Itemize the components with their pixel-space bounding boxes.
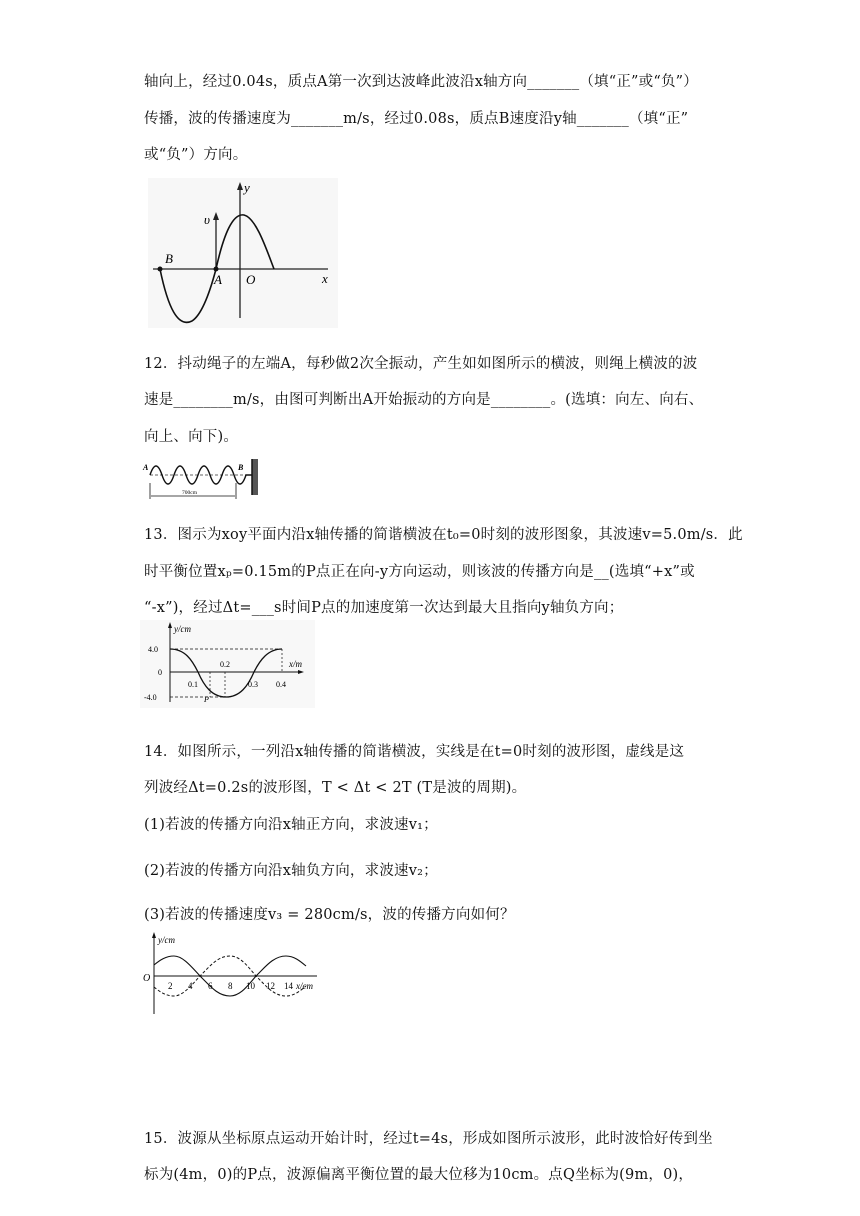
q13-tick-0.1: 0.1: [188, 680, 198, 689]
q14-tick-10: 10: [246, 981, 255, 991]
q13-wave-figure: [140, 620, 315, 708]
q13-tick-0: 0: [158, 668, 162, 677]
q12-dimension-label: 700cm: [182, 490, 197, 496]
q14-tick-4: 4: [188, 981, 193, 991]
q13-x-label: x/m: [289, 659, 302, 669]
q15-line-1: 15．波源从坐标原点运动开始计时，经过t=4s，形成如图所示波形，此时波恰好传到坐: [144, 1131, 713, 1147]
q14-line-4: (2)若波的传播方向沿x轴负方向，求波速v₂；: [144, 863, 438, 879]
q11-x-label: x: [322, 271, 328, 286]
q14-tick-14: 14: [284, 981, 293, 991]
q11-line-2: 传播，波的传播速度为_______m/s，经过0.08s，质点B速度沿y轴_______（填“正”: [144, 111, 689, 127]
q14-line-5: (3)若波的传播速度v₃ = 280cm/s，波的传播方向如何？: [144, 907, 515, 923]
q12-line-2: 速是________m/s，由图可判断出A开始振动的方向是________。(选填：向左、向右、: [144, 392, 704, 408]
q13-tick-4: 4.0: [148, 645, 158, 654]
q14-x-label: x/cm: [296, 981, 313, 991]
q15-line-2: 标为(4m，0)的P点，波源偏离平衡位置的最大位移为10cm。点Q坐标为(9m，0)，: [144, 1167, 694, 1183]
q12-label-A: A: [143, 463, 149, 472]
q12-line-1: 12．抖动绳子的左端A，每秒做2次全振动，产生如如图所示的横波，则绳上横波的波: [144, 356, 698, 372]
q13-line-3: “-x”)，经过Δt=___s时间P点的加速度第一次达到最大且指向y轴负方向；: [144, 600, 624, 616]
q14-tick-8: 8: [228, 981, 233, 991]
q13-point-P: P: [204, 695, 209, 704]
q14-tick-12: 12: [266, 981, 275, 991]
q11-v-label: υ: [204, 212, 210, 227]
q13-y-label: y/cm: [174, 624, 191, 634]
q14-y-label: y/cm: [158, 935, 175, 945]
q13-tick-0.4: 0.4: [276, 680, 286, 689]
q12-line-3: 向上、向下)。: [144, 429, 239, 445]
q13-line-1: 13．图示为xoy平面内沿x轴传播的简谐横波在t₀=0时刻的波形图象，其波速v=5.0m/s．此: [144, 527, 743, 543]
q14-line-1: 14．如图所示，一列沿x轴传播的简谐横波，实线是在t=0时刻的波形图，虚线是这: [144, 744, 685, 760]
q14-wave-figure: [142, 930, 327, 1018]
q14-tick-2: 2: [168, 981, 173, 991]
q14-tick-6: 6: [208, 981, 213, 991]
q14-line-2: 列波经Δt=0.2s的波形图，T < Δt < 2T (T是波的周期)。: [144, 780, 527, 796]
q11-point-B: B: [165, 251, 173, 266]
q12-rope-figure: [142, 455, 267, 505]
q11-wave-figure: [148, 178, 338, 328]
q14-origin-O: O: [143, 973, 151, 984]
q13-tick-0.3: 0.3: [248, 680, 258, 689]
q13-tick-0.2: 0.2: [220, 660, 230, 669]
q13-tick-neg4: -4.0: [144, 693, 157, 702]
q13-line-2: 时平衡位置xₚ=0.15m的P点正在向-y方向运动，则该波的传播方向是__(选填“+x”或: [144, 564, 695, 580]
q12-label-B: B: [238, 463, 244, 472]
q11-origin-O: O: [246, 272, 256, 287]
q11-y-label: y: [244, 180, 250, 195]
q11-point-A: A: [214, 272, 222, 287]
q11-line-1: 轴向上，经过0.04s，质点A第一次到达波峰此波沿x轴方向_______（填“正”或“负”）: [144, 74, 698, 90]
q14-line-3: (1)若波的传播方向沿x轴正方向，求波速v₁；: [144, 817, 438, 833]
q11-line-3: 或“负”）方向。: [144, 147, 248, 163]
